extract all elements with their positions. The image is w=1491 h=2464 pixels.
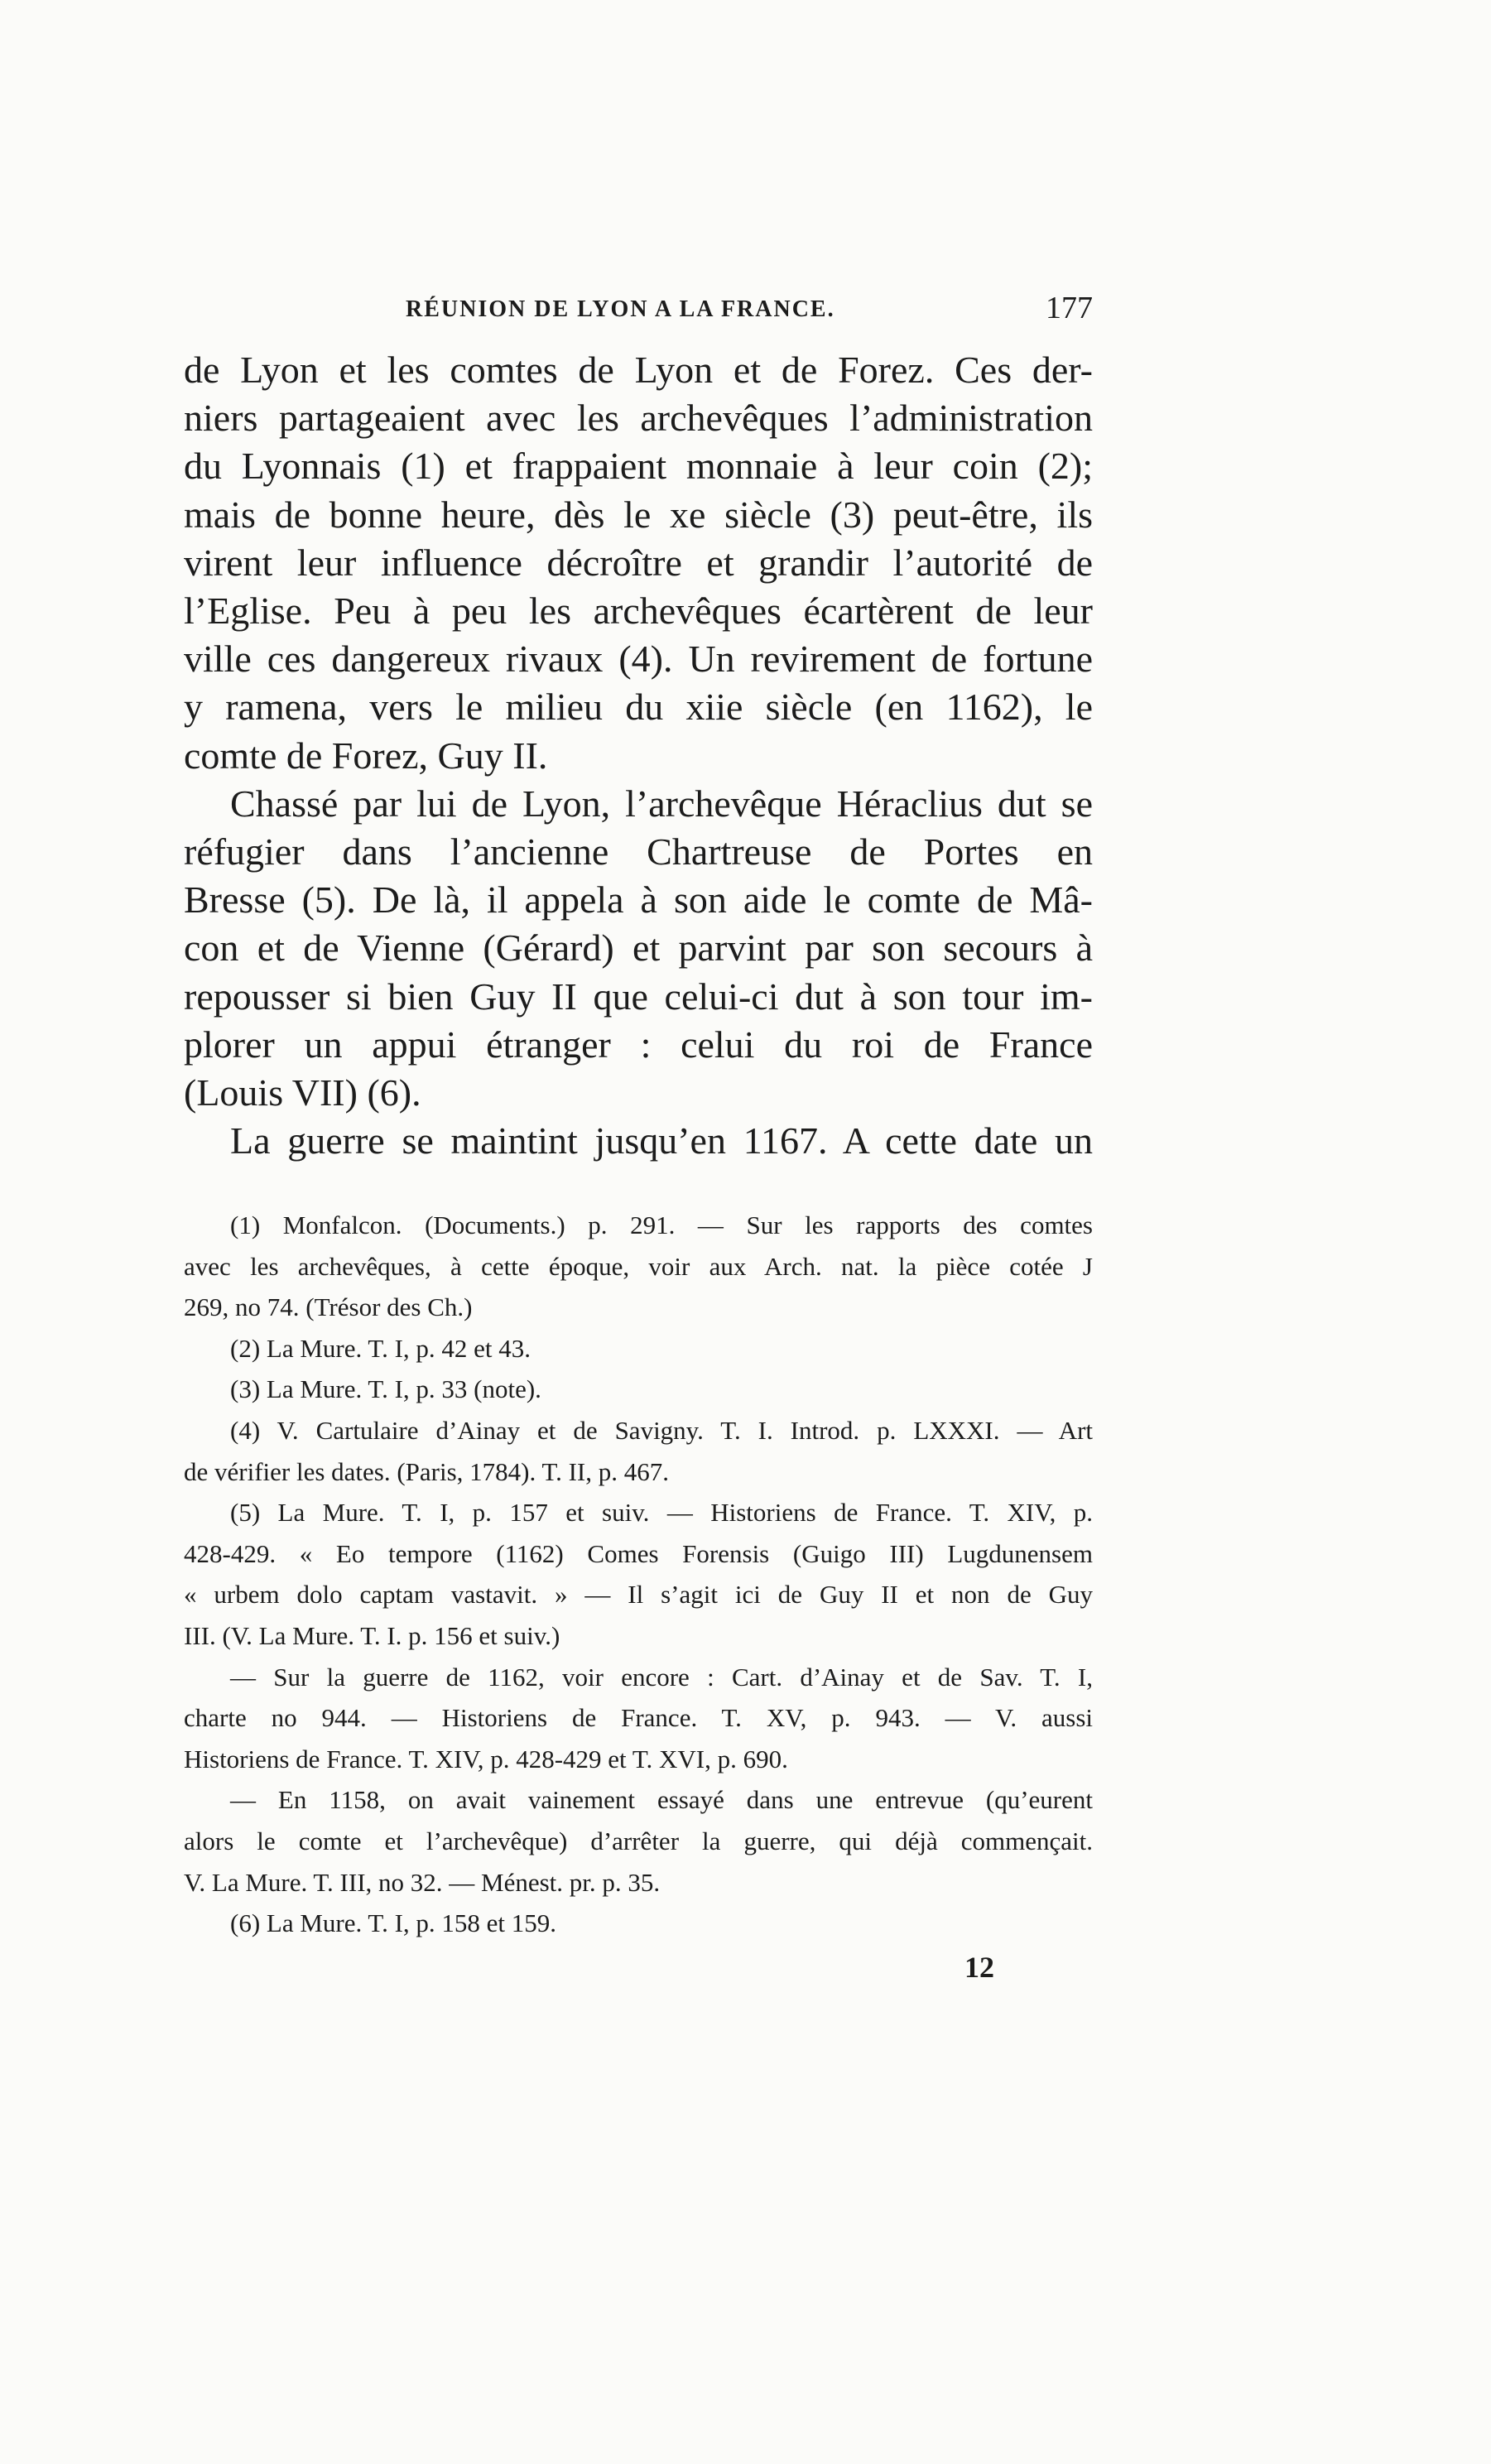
footnote-line: (4) V. Cartulaire d’Ainay et de Savigny. T. I. Introd. p. LXXXI. — Art <box>230 1415 1093 1445</box>
footnote-line: (2) La Mure. T. I, p. 42 et 43. <box>230 1333 531 1363</box>
footnote-line: (5) La Mure. T. I, p. 157 et suiv. — Historiens de France. T. XIV, p. <box>230 1498 1093 1528</box>
text-line: niers partageaient avec les archevêques l’administration <box>184 397 1093 440</box>
footnote-line: (3) La Mure. T. I, p. 33 (note). <box>230 1374 541 1404</box>
page-header <box>406 290 1093 331</box>
footnotes <box>184 1205 1093 1944</box>
footnote-line: 428-429. « Eo tempore (1162) Comes Forensis (Guigo III) Lugdunensem <box>184 1538 1093 1568</box>
text-line: La guerre se maintint jusqu’en 1167. A cette date un <box>230 1119 1093 1162</box>
text-line: plorer un appui étranger : celui du roi de France <box>184 1023 1093 1066</box>
text-line: con et de Vienne (Gérard) et parvint par son secours à <box>184 926 1093 970</box>
text-line: mais de bonne heure, dès le xe siècle (3) peut-être, ils <box>184 493 1093 536</box>
text-line: ville ces dangereux rivaux (4). Un revirement de fortune <box>184 638 1093 681</box>
footnote-line: (1) Monfalcon. (Documents.) p. 291. — Sur les rapports des comtes <box>230 1210 1093 1239</box>
footnote-line: avec les archevêques, à cette époque, voir aux Arch. nat. la pièce cotée J <box>184 1251 1093 1281</box>
footnote-line: III. (V. La Mure. T. I. p. 156 et suiv.) <box>184 1620 560 1650</box>
footnote-line: 269, no 74. (Trésor des Ch.) <box>184 1292 473 1322</box>
text-line: l’Eglise. Peu à peu les archevêques écartèrent de leur <box>184 590 1093 633</box>
text-line: Bresse (5). De là, il appela à son aide le comte de Mâ- <box>184 878 1093 922</box>
footnote-line: alors le comte et l’archevêque) d’arrêter la guerre, qui déjà commençait. <box>184 1826 1093 1855</box>
text-line: du Lyonnais (1) et frappaient monnaie à leur coin (2); <box>184 445 1093 488</box>
footnote-line: « urbem dolo captam vastavit. » — Il s’agit ici de Guy II et non de Guy <box>184 1580 1093 1610</box>
footnote-line: — En 1158, on avait vainement essayé dans une entrevue (qu’eurent <box>230 1785 1093 1815</box>
footnote-line: (6) La Mure. T. I, p. 158 et 159. <box>230 1908 557 1938</box>
text-line: repousser si bien Guy II que celui-ci dut à son tour im- <box>184 975 1093 1018</box>
text-line: (Louis VII) (6). <box>184 1071 421 1114</box>
text-line: comte de Forez, Guy II. <box>184 734 548 777</box>
text-line: de Lyon et les comtes de Lyon et de Forez. Ces der- <box>184 349 1093 391</box>
footnote-line: charte no 944. — Historiens de France. T. XV, p. 943. — V. aussi <box>184 1703 1093 1733</box>
running-title: RÉUNION DE LYON A LA FRANCE. <box>406 296 835 322</box>
text-line: y ramena, vers le milieu du xiie siècle (en 1162), le <box>184 686 1093 729</box>
footnote-line: Historiens de France. T. XIV, p. 428-429 et T. XVI, p. 690. <box>184 1744 788 1773</box>
footnote-line: de vérifier les dates. (Paris, 1784). T. II, p. 467. <box>184 1456 669 1486</box>
main-text <box>184 346 1093 1165</box>
signature-mark: 12 <box>964 1951 994 1984</box>
text-line: Chassé par lui de Lyon, l’archevêque Héraclius dut se <box>230 782 1093 825</box>
footnote-line: V. La Mure. T. III, no 32. — Ménest. pr. p. 35. <box>184 1867 661 1897</box>
text-line: réfugier dans l’ancienne Chartreuse de Portes en <box>184 830 1093 873</box>
footnote-line: — Sur la guerre de 1162, voir encore : Cart. d’Ainay et de Sav. T. I, <box>230 1662 1093 1692</box>
text-line: virent leur influence décroître et grandir l’autorité de <box>184 541 1093 584</box>
page-number: 177 <box>1046 291 1093 325</box>
